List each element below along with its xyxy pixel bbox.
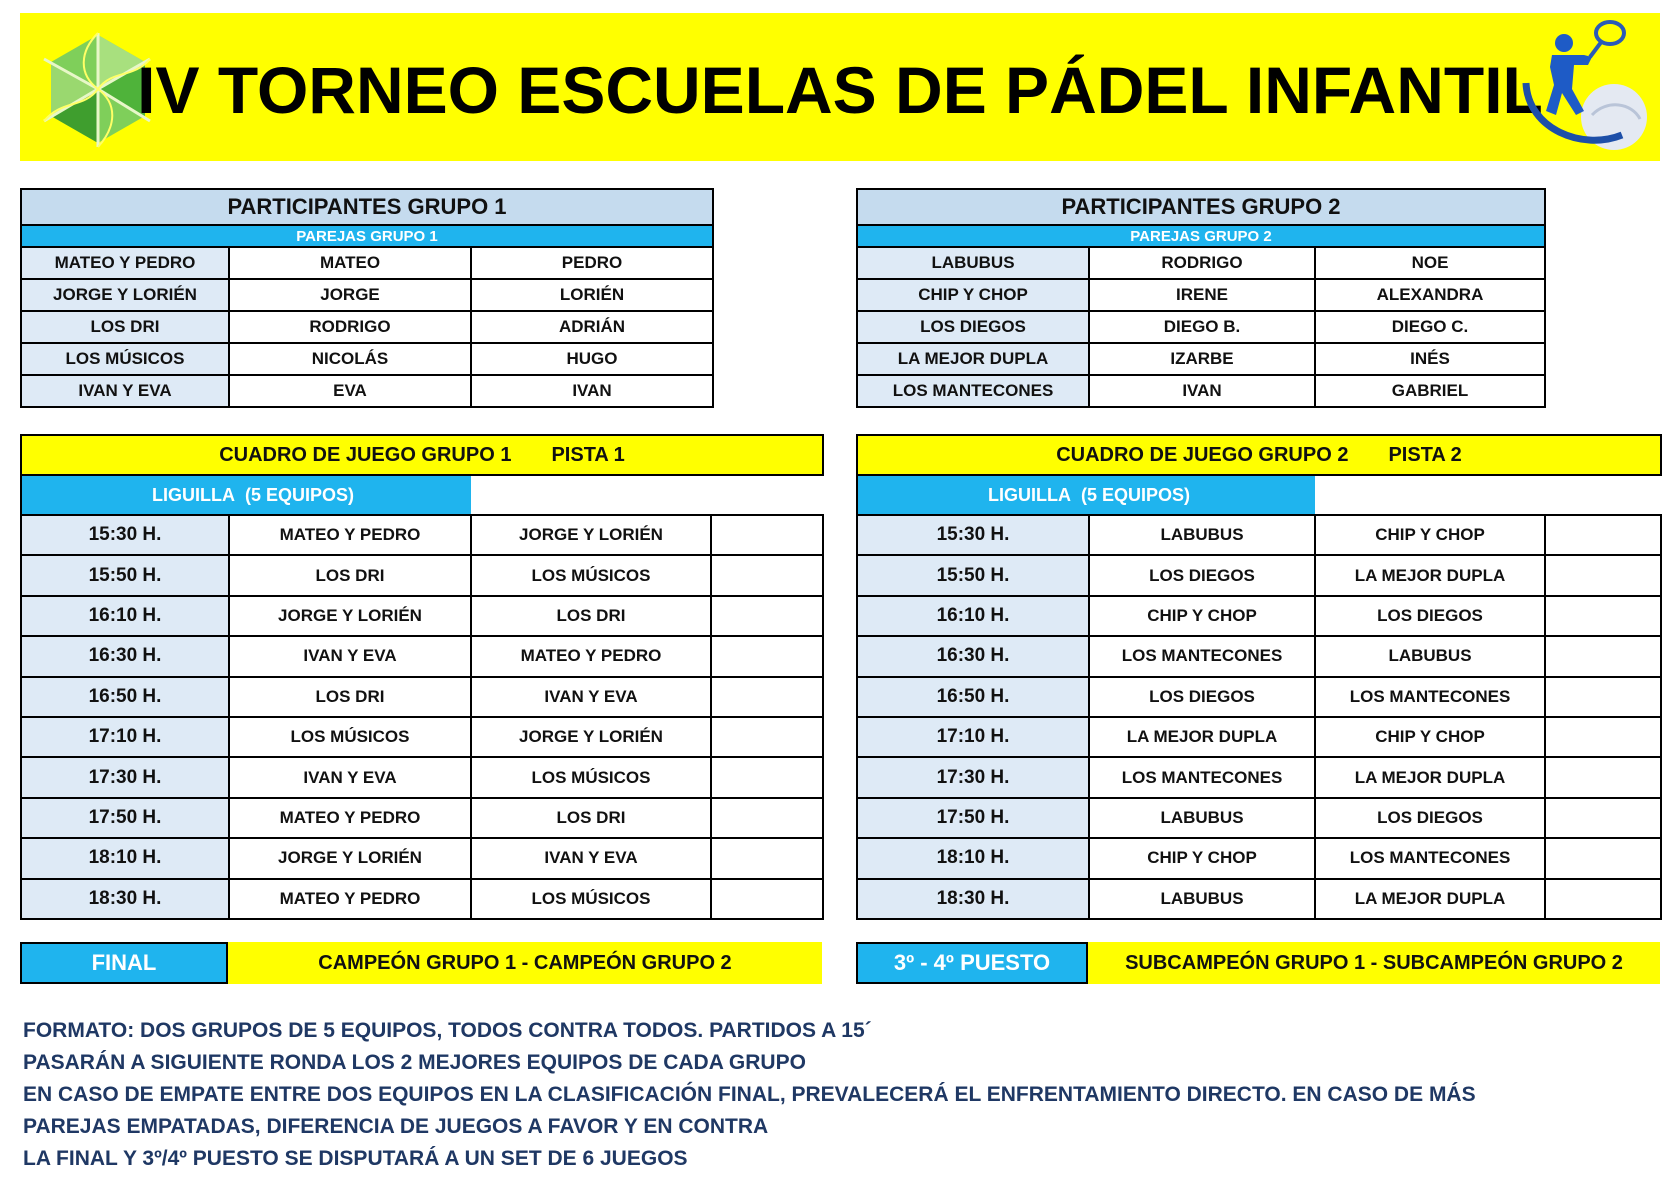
match-row: [857, 879, 1661, 919]
schedule-group1-table: [20, 434, 824, 920]
pair-player: GABRIEL: [1315, 375, 1545, 407]
participants-group2-table: [856, 188, 1546, 408]
final-value: CAMPEÓN GRUPO 1 - CAMPEÓN GRUPO 2: [228, 942, 822, 984]
pair-player: PEDRO: [471, 247, 713, 279]
match-time: 15:30 H.: [857, 515, 1089, 555]
league-label: LIGUILLA: [152, 484, 235, 505]
note-line: LA FINAL Y 3º/4º PUESTO SE DISPUTARÁ A UN SET DE 6 JUEGOS: [23, 1147, 688, 1170]
match-row: [21, 717, 823, 757]
page-title: IV TORNEO ESCUELAS DE PÁDEL INFANTIL: [137, 53, 1543, 127]
match-row: [857, 677, 1661, 717]
pairs-group2-label: PAREJAS GRUPO 2: [857, 225, 1545, 247]
match-away: LOS MÚSICOS: [471, 879, 711, 919]
league-group1-label: [21, 475, 471, 515]
pair-team: LOS MANTECONES: [857, 375, 1089, 407]
match-row: [857, 515, 1661, 555]
match-home: LA MEJOR DUPLA: [1089, 717, 1315, 757]
pair-row: [21, 279, 713, 311]
match-away: LOS MANTECONES: [1315, 677, 1545, 717]
match-away: LABUBUS: [1315, 636, 1545, 676]
pair-player: IVAN: [471, 375, 713, 407]
match-time: 15:50 H.: [857, 555, 1089, 595]
pair-player: IVAN: [1089, 375, 1315, 407]
match-row: [857, 717, 1661, 757]
schedule-group1-header: [21, 435, 823, 475]
match-home: LOS MANTECONES: [1089, 636, 1315, 676]
pair-player: ADRIÁN: [471, 311, 713, 343]
court-label: PISTA 1: [551, 443, 625, 466]
match-result-cell: [711, 879, 823, 919]
league-count: (5 EQUIPOS): [245, 484, 355, 505]
pair-row: [857, 247, 1545, 279]
pair-team: LABUBUS: [857, 247, 1089, 279]
match-result-cell: [711, 596, 823, 636]
match-time: 18:10 H.: [21, 838, 229, 878]
match-row: [21, 596, 823, 636]
match-result-cell: [1545, 596, 1661, 636]
match-away: LOS MANTECONES: [1315, 838, 1545, 878]
participants-group2-title: PARTICIPANTES GRUPO 2: [857, 189, 1545, 225]
pair-player: NOE: [1315, 247, 1545, 279]
match-away: JORGE Y LORIÉN: [471, 515, 711, 555]
pair-team: LOS DIEGOS: [857, 311, 1089, 343]
match-time: 18:30 H.: [857, 879, 1089, 919]
participants-group1-title: PARTICIPANTES GRUPO 1: [21, 189, 713, 225]
match-time: 16:30 H.: [21, 636, 229, 676]
match-time: 17:30 H.: [857, 757, 1089, 797]
pair-row: [857, 343, 1545, 375]
pair-team: LOS MÚSICOS: [21, 343, 229, 375]
pair-player: RODRIGO: [229, 311, 471, 343]
match-row: [857, 596, 1661, 636]
pair-row: [21, 247, 713, 279]
match-result-cell: [1545, 717, 1661, 757]
title-banner: [20, 13, 1660, 161]
format-notes: [23, 1015, 1643, 1175]
match-home: LOS MANTECONES: [1089, 757, 1315, 797]
match-result-cell: [711, 798, 823, 838]
match-result-cell: [711, 838, 823, 878]
match-row: [21, 515, 823, 555]
third-place-value: SUBCAMPEÓN GRUPO 1 - SUBCAMPEÓN GRUPO 2: [1088, 942, 1660, 984]
match-home: MATEO Y PEDRO: [229, 879, 471, 919]
pair-row: [857, 279, 1545, 311]
pair-player: IRENE: [1089, 279, 1315, 311]
pair-player: DIEGO B.: [1089, 311, 1315, 343]
league-label: LIGUILLA: [988, 484, 1071, 505]
match-row: [21, 555, 823, 595]
match-home: LOS DRI: [229, 555, 471, 595]
match-time: 16:30 H.: [857, 636, 1089, 676]
match-away: LA MEJOR DUPLA: [1315, 757, 1545, 797]
schedule-group1-title: CUADRO DE JUEGO GRUPO 1: [219, 443, 512, 466]
match-time: 16:10 H.: [857, 596, 1089, 636]
match-home: LABUBUS: [1089, 798, 1315, 838]
match-home: LOS DIEGOS: [1089, 555, 1315, 595]
match-time: 17:10 H.: [857, 717, 1089, 757]
match-result-cell: [1545, 838, 1661, 878]
match-row: [21, 636, 823, 676]
match-result-cell: [1545, 677, 1661, 717]
match-row: [21, 838, 823, 878]
match-time: 16:50 H.: [21, 677, 229, 717]
participants-group1-table: [20, 188, 714, 408]
match-result-cell: [711, 555, 823, 595]
pair-team: LA MEJOR DUPLA: [857, 343, 1089, 375]
pair-row: [857, 375, 1545, 407]
match-home: LOS DIEGOS: [1089, 677, 1315, 717]
league-group2-label: [857, 475, 1315, 515]
match-home: MATEO Y PEDRO: [229, 515, 471, 555]
schedule-group2-title: CUADRO DE JUEGO GRUPO 2: [1056, 443, 1349, 466]
pair-team: IVAN Y EVA: [21, 375, 229, 407]
match-row: [857, 555, 1661, 595]
match-time: 17:50 H.: [21, 798, 229, 838]
match-away: LA MEJOR DUPLA: [1315, 555, 1545, 595]
pair-player: DIEGO C.: [1315, 311, 1545, 343]
match-home: LABUBUS: [1089, 879, 1315, 919]
pair-player: NICOLÁS: [229, 343, 471, 375]
match-time: 18:10 H.: [857, 838, 1089, 878]
match-home: CHIP Y CHOP: [1089, 596, 1315, 636]
pair-row: [21, 375, 713, 407]
match-row: [857, 636, 1661, 676]
pair-player: RODRIGO: [1089, 247, 1315, 279]
match-home: LOS MÚSICOS: [229, 717, 471, 757]
match-home: JORGE Y LORIÉN: [229, 838, 471, 878]
match-result-cell: [1545, 879, 1661, 919]
note-line: FORMATO: DOS GRUPOS DE 5 EQUIPOS, TODOS CONTRA TODOS. PARTIDOS A 15´: [23, 1019, 872, 1042]
match-time: 15:30 H.: [21, 515, 229, 555]
match-time: 17:10 H.: [21, 717, 229, 757]
third-place-bar: [856, 942, 1660, 984]
pair-team: JORGE Y LORIÉN: [21, 279, 229, 311]
match-away: LOS DRI: [471, 596, 711, 636]
pair-row: [21, 343, 713, 375]
match-result-cell: [711, 636, 823, 676]
note-line: EN CASO DE EMPATE ENTRE DOS EQUIPOS EN LA CLASIFICACIÓN FINAL, PREVALECERÁ EL ENFRENTAMIENTO DIRECTO. EN CASO DE MÁS: [23, 1083, 1476, 1106]
match-away: LOS DRI: [471, 798, 711, 838]
schedule-group2-table: [856, 434, 1662, 920]
match-row: [21, 757, 823, 797]
match-time: 16:50 H.: [857, 677, 1089, 717]
match-result-cell: [1545, 798, 1661, 838]
match-home: MATEO Y PEDRO: [229, 798, 471, 838]
pair-row: [857, 311, 1545, 343]
match-time: 16:10 H.: [21, 596, 229, 636]
final-bar: [20, 942, 822, 984]
match-result-cell: [711, 717, 823, 757]
pair-team: LOS DRI: [21, 311, 229, 343]
match-away: IVAN Y EVA: [471, 677, 711, 717]
match-row: [857, 757, 1661, 797]
league-count: (5 EQUIPOS): [1081, 484, 1191, 505]
note-line: PASARÁN A SIGUIENTE RONDA LOS 2 MEJORES EQUIPOS DE CADA GRUPO: [23, 1051, 806, 1074]
match-row: [21, 798, 823, 838]
pair-team: MATEO Y PEDRO: [21, 247, 229, 279]
match-away: CHIP Y CHOP: [1315, 717, 1545, 757]
match-result-cell: [711, 677, 823, 717]
pair-player: LORIÉN: [471, 279, 713, 311]
match-time: 17:50 H.: [857, 798, 1089, 838]
schedule-group2-header: [857, 435, 1661, 475]
match-row: [857, 838, 1661, 878]
pair-player: INÉS: [1315, 343, 1545, 375]
match-away: CHIP Y CHOP: [1315, 515, 1545, 555]
pair-row: [21, 311, 713, 343]
match-home: IVAN Y EVA: [229, 757, 471, 797]
match-time: 17:30 H.: [21, 757, 229, 797]
pair-team: CHIP Y CHOP: [857, 279, 1089, 311]
match-row: [857, 798, 1661, 838]
third-place-label: 3º - 4º PUESTO: [856, 942, 1088, 984]
match-time: 15:50 H.: [21, 555, 229, 595]
match-row: [21, 879, 823, 919]
pairs-group1-label: PAREJAS GRUPO 1: [21, 225, 713, 247]
pair-player: ALEXANDRA: [1315, 279, 1545, 311]
match-away: IVAN Y EVA: [471, 838, 711, 878]
match-result-cell: [1545, 757, 1661, 797]
match-home: LABUBUS: [1089, 515, 1315, 555]
final-label: FINAL: [20, 942, 228, 984]
match-away: LOS MÚSICOS: [471, 757, 711, 797]
padel-player-logo: [1522, 19, 1652, 151]
match-result-cell: [1545, 555, 1661, 595]
pair-player: HUGO: [471, 343, 713, 375]
match-result-cell: [1545, 636, 1661, 676]
match-result-cell: [711, 757, 823, 797]
match-home: JORGE Y LORIÉN: [229, 596, 471, 636]
match-away: LOS DIEGOS: [1315, 596, 1545, 636]
pair-player: IZARBE: [1089, 343, 1315, 375]
match-time: 18:30 H.: [21, 879, 229, 919]
match-home: LOS DRI: [229, 677, 471, 717]
pair-player: MATEO: [229, 247, 471, 279]
match-away: LA MEJOR DUPLA: [1315, 879, 1545, 919]
match-home: CHIP Y CHOP: [1089, 838, 1315, 878]
match-row: [21, 677, 823, 717]
court-label: PISTA 2: [1388, 443, 1462, 466]
match-away: MATEO Y PEDRO: [471, 636, 711, 676]
match-away: LOS DIEGOS: [1315, 798, 1545, 838]
match-result-cell: [1545, 515, 1661, 555]
match-away: LOS MÚSICOS: [471, 555, 711, 595]
pair-player: JORGE: [229, 279, 471, 311]
note-line: PAREJAS EMPATADAS, DIFERENCIA DE JUEGOS A FAVOR Y EN CONTRA: [23, 1115, 769, 1138]
match-away: JORGE Y LORIÉN: [471, 717, 711, 757]
match-home: IVAN Y EVA: [229, 636, 471, 676]
match-result-cell: [711, 515, 823, 555]
pair-player: EVA: [229, 375, 471, 407]
